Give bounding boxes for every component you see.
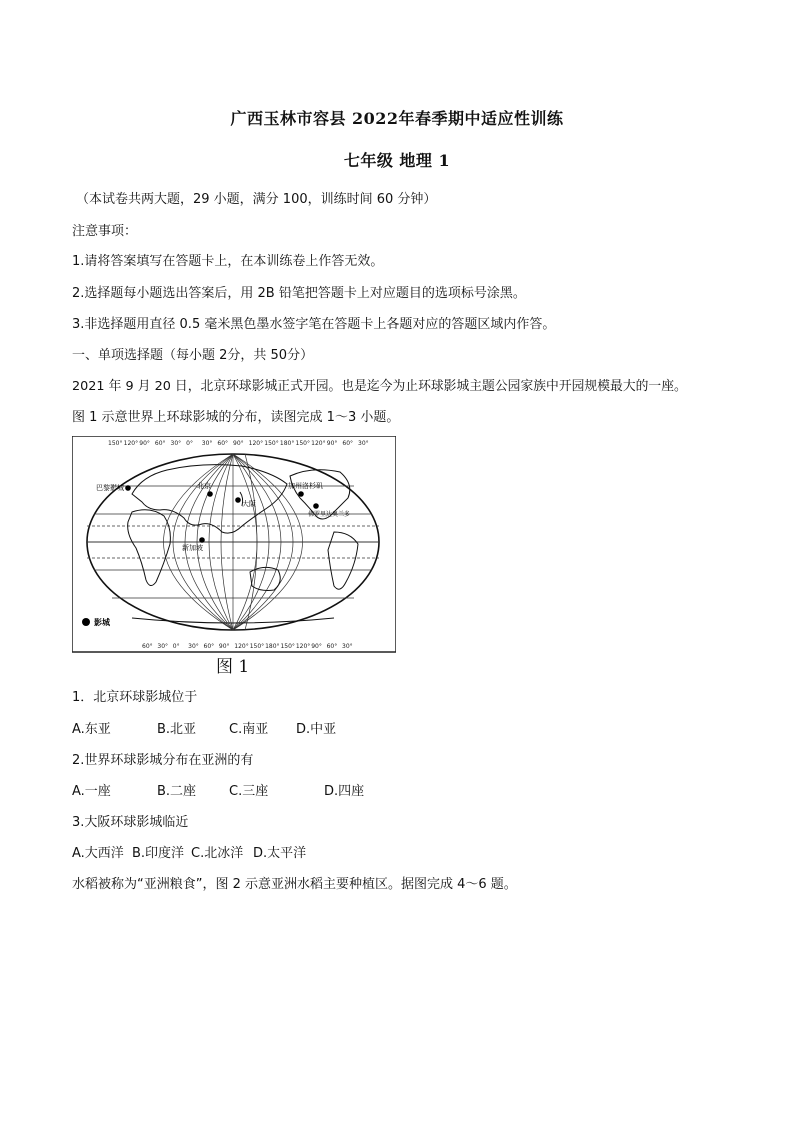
top-tick-label: 60°: [342, 440, 354, 447]
top-tick-label: 120°: [311, 440, 326, 447]
beijing-marker: [207, 491, 213, 497]
note-item-1: 1.请将答案填写在答题卡上，在本训练卷上作答无效。: [72, 254, 384, 269]
singapore-marker: [199, 537, 205, 543]
section-heading: 一、单项选择题（每小题 2分，共 50分）: [72, 348, 314, 363]
paris-marker: [125, 485, 131, 491]
bottom-tick-label: 120°: [234, 643, 249, 650]
label-beijing: 北京: [197, 482, 211, 490]
label-los-angeles: 加州洛杉矶: [288, 482, 323, 490]
bottom-tick-label: 150°: [249, 643, 265, 650]
top-tick-label: 150°: [295, 440, 310, 447]
top-tick-label: 180°: [279, 440, 295, 447]
top-tick-label: 30°: [170, 440, 182, 447]
q1-option-a[interactable]: A.东亚: [72, 722, 111, 737]
exam-info: （本试卷共两大题，29 小题，满分 100，训练时间 60 分钟）: [76, 192, 437, 207]
label-paris: 巴黎影城: [96, 484, 124, 492]
q1-option-c[interactable]: C.南亚: [229, 722, 269, 737]
label-singapore: 新加坡: [182, 544, 203, 552]
label-osaka: 大阪: [242, 500, 256, 508]
intro-line-2: 图 1 示意世界上环球影城的分布，读图完成 1～3 小题。: [72, 410, 400, 425]
exam-title: 广西玉林市容县 2022年春季期中适应性训练: [230, 109, 564, 128]
q3-option-d[interactable]: D.太平洋: [253, 846, 307, 861]
intro-line-1: 2021 年 9 月 20 日，北京环球影城正式开园。也是迄今为止环球影城主题公园家族中开园规模最大的一座。: [72, 379, 687, 394]
q3-option-a[interactable]: A.大西洋: [72, 846, 124, 861]
top-tick-label: 150°: [264, 440, 279, 447]
question-3-stem: 3.大阪环球影城临近: [72, 815, 189, 830]
top-tick-label: 150°: [108, 440, 123, 447]
top-tick-label: 60°: [217, 440, 229, 447]
note-item-2: 2.选择题每小题选出答案后，用 2B 铅笔把答题卡上对应题目的选项标号涂黑。: [72, 286, 526, 301]
top-tick-label: 90°: [326, 440, 338, 447]
legend-marker: [82, 618, 90, 626]
top-tick-label: 0°: [186, 440, 193, 447]
bottom-tick-label: 30°: [157, 643, 169, 650]
q3-option-b[interactable]: B.印度洋: [132, 846, 185, 861]
top-tick-label: 30°: [201, 440, 213, 447]
bottom-tick-label: 60°: [203, 643, 215, 650]
q2-option-a[interactable]: A.一座: [72, 784, 111, 799]
top-tick-label: 90°: [233, 440, 244, 447]
q2-option-d[interactable]: D.四座: [324, 784, 365, 799]
orlando-marker: [313, 503, 319, 509]
bottom-tick-label: 0°: [172, 643, 180, 650]
world-map-figure: [72, 436, 396, 676]
world-map: [72, 436, 396, 676]
bottom-tick-label: 60°: [142, 643, 153, 650]
label-orlando: 佛罗里达奥兰多: [308, 511, 351, 518]
bottom-tick-label: 120°: [295, 643, 311, 650]
figure-1-caption: 图 1: [216, 657, 250, 677]
legend-label: 影城: [94, 618, 110, 627]
bottom-tick-label: 150°: [280, 643, 295, 650]
top-tick-label: 30°: [358, 440, 369, 447]
top-tick-label: 120°: [248, 440, 264, 447]
next-section-intro: 水稻被称为“亚洲粮食”，图 2 示意亚洲水稻主要种植区。据图完成 4～6 题。: [72, 877, 517, 892]
bottom-tick-label: 30°: [188, 643, 199, 650]
bottom-tick-label: 30°: [342, 643, 353, 650]
exam-subtitle: 七年级 地理 1: [343, 151, 451, 170]
top-tick-label: 60°: [154, 440, 166, 447]
q1-option-b[interactable]: B.北亚: [157, 722, 197, 737]
bottom-tick-label: 60°: [326, 643, 338, 650]
q1-option-d[interactable]: D.中亚: [296, 722, 337, 737]
bottom-tick-label: 90°: [311, 643, 322, 650]
q2-option-c[interactable]: C.三座: [229, 784, 269, 799]
note-item-3: 3.非选择题用直径 0.5 毫米黑色墨水签字笔在答题卡上各题对应的答题区域内作答。: [72, 317, 556, 332]
question-2-stem: 2.世界环球影城分布在亚洲的有: [72, 753, 254, 768]
los-angeles-marker: [298, 491, 304, 497]
q3-option-c[interactable]: C.北冰洋: [191, 846, 244, 861]
top-tick-label: 90°: [139, 440, 150, 447]
top-tick-label: 120°: [123, 440, 139, 447]
q2-option-b[interactable]: B.二座: [157, 784, 197, 799]
osaka-marker: [235, 497, 241, 503]
notes-heading: 注意事项：: [72, 224, 138, 239]
bottom-tick-label: 90°: [218, 643, 230, 650]
question-1-stem: 1．北京环球影城位于: [72, 690, 198, 705]
bottom-tick-label: 180°: [265, 643, 280, 650]
